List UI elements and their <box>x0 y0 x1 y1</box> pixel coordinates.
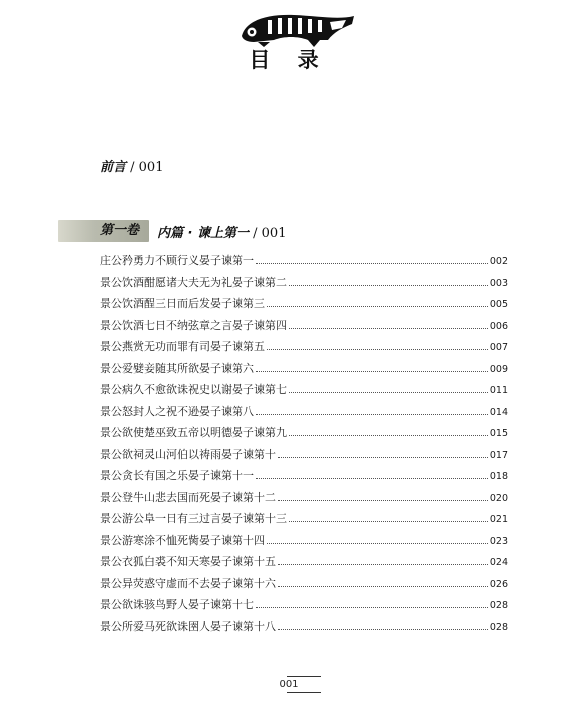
volume-subtitle <box>157 222 286 241</box>
toc-entry[interactable] <box>100 424 508 446</box>
dragon-emblem-icon <box>238 6 358 48</box>
toc-entry-title: 景公怒封人之祝不逊晏子谏第八 <box>100 404 254 418</box>
toc-leader <box>267 306 488 307</box>
toc-entry-page: 009 <box>489 363 508 375</box>
toc-leader <box>278 586 488 587</box>
volume-page: / 001 <box>249 225 287 241</box>
preface-label: 前言 <box>100 160 127 175</box>
toc-entry-page: 007 <box>489 342 508 353</box>
toc-entry[interactable] <box>100 338 508 360</box>
toc-entry-page: 028 <box>489 600 508 611</box>
volume-tag: 第一卷 <box>58 220 149 242</box>
toc-entry[interactable] <box>100 360 508 382</box>
toc-entry-title: 景公贪长有国之乐晏子谏第十一 <box>100 469 254 482</box>
toc-leader <box>256 414 488 415</box>
toc-leader <box>289 328 488 329</box>
toc-entry[interactable] <box>100 618 508 640</box>
toc-entry[interactable] <box>100 575 508 597</box>
toc-leader <box>289 285 488 286</box>
page-title: 目 录 <box>249 48 329 72</box>
toc-entry-page: 024 <box>489 557 508 568</box>
toc-entry-title: 景公游公阜一日有三过言晏子谏第十三 <box>100 512 287 525</box>
footer-rule-top <box>287 676 321 677</box>
toc-entry-page: 020 <box>489 492 508 504</box>
toc-leader <box>256 478 488 479</box>
toc-entry[interactable] <box>100 381 508 403</box>
toc-entry[interactable] <box>100 510 508 532</box>
toc-entry-page: 014 <box>489 406 508 418</box>
toc-entry-page: 011 <box>489 385 508 396</box>
toc-entry-page: 028 <box>489 621 508 633</box>
toc-entry[interactable] <box>100 274 508 296</box>
toc-entry-title: 景公爱嬖妾随其所欲晏子谏第六 <box>100 361 254 375</box>
toc-leader <box>289 435 488 436</box>
toc-entry-page: 015 <box>489 428 508 439</box>
toc-entry-title: 景公欲祠灵山河伯以祷雨晏子谏第十 <box>100 447 276 461</box>
toc-leader <box>267 543 488 544</box>
toc-entry-title: 景公异荧惑守虚而不去晏子谏第十六 <box>100 576 276 590</box>
toc-leader <box>289 392 488 393</box>
toc-preface[interactable] <box>100 156 163 175</box>
volume-heading[interactable] <box>58 219 286 243</box>
toc-entry-page: 006 <box>489 320 508 332</box>
page-number: 001 <box>279 679 299 690</box>
toc-leader <box>256 263 488 264</box>
toc-leader <box>289 521 488 522</box>
toc-entry[interactable] <box>100 596 508 618</box>
toc-entry-page: 026 <box>489 578 508 590</box>
toc-entry[interactable] <box>100 446 508 468</box>
toc-entry-page: 003 <box>489 277 508 289</box>
toc-entry-title: 景公登牛山悲去国而死晏子谏第十二 <box>100 490 276 504</box>
toc-list <box>100 252 508 639</box>
toc-leader <box>256 371 488 372</box>
toc-leader <box>278 629 488 630</box>
toc-leader <box>256 607 488 608</box>
toc-entry-title: 景公欲使楚巫致五帝以明德晏子谏第九 <box>100 426 287 439</box>
toc-entry-title: 景公游寒涂不恤死胔晏子谏第十四 <box>100 533 265 547</box>
toc-entry-title: 景公燕赏无功而罪有司晏子谏第五 <box>100 340 265 353</box>
toc-leader <box>267 349 488 350</box>
toc-entry-page: 005 <box>489 299 508 310</box>
toc-entry[interactable] <box>100 252 508 274</box>
toc-entry-title: 景公饮酒酲三日而后发晏子谏第三 <box>100 297 265 310</box>
toc-entry-page: 017 <box>489 449 508 461</box>
toc-entry[interactable] <box>100 467 508 489</box>
toc-entry[interactable] <box>100 553 508 575</box>
toc-entry-title: 景公欲诛骇鸟野人晏子谏第十七 <box>100 598 254 611</box>
toc-entry-page: 002 <box>489 256 508 267</box>
toc-entry[interactable] <box>100 295 508 317</box>
toc-leader <box>278 500 488 501</box>
toc-leader <box>278 457 488 458</box>
volume-label: 内篇 · 谏上第一 <box>157 225 250 241</box>
toc-entry[interactable] <box>100 532 508 554</box>
toc-entry-page: 023 <box>489 535 508 547</box>
toc-entry[interactable] <box>100 403 508 425</box>
toc-entry-title: 景公饮酒酣愿诸大夫无为礼晏子谏第二 <box>100 275 287 289</box>
toc-entry-title: 景公病久不愈欲诛祝史以谢晏子谏第七 <box>100 383 287 396</box>
footer-rule-bottom <box>287 692 321 693</box>
toc-entry-page: 021 <box>489 514 508 525</box>
toc-entry-title: 景公饮酒七日不纳弦章之言晏子谏第四 <box>100 318 287 332</box>
toc-entry-title: 景公衣狐白裘不知天寒晏子谏第十五 <box>100 555 276 568</box>
toc-entry[interactable] <box>100 317 508 339</box>
toc-entry[interactable] <box>100 489 508 511</box>
preface-page: / 001 <box>126 160 164 175</box>
toc-leader <box>278 564 488 565</box>
toc-entry-page: 018 <box>489 471 508 482</box>
toc-entry-title: 庄公矜勇力不顾行义晏子谏第一 <box>100 254 254 267</box>
toc-entry-title: 景公所爱马死欲诛圉人晏子谏第十八 <box>100 619 276 633</box>
